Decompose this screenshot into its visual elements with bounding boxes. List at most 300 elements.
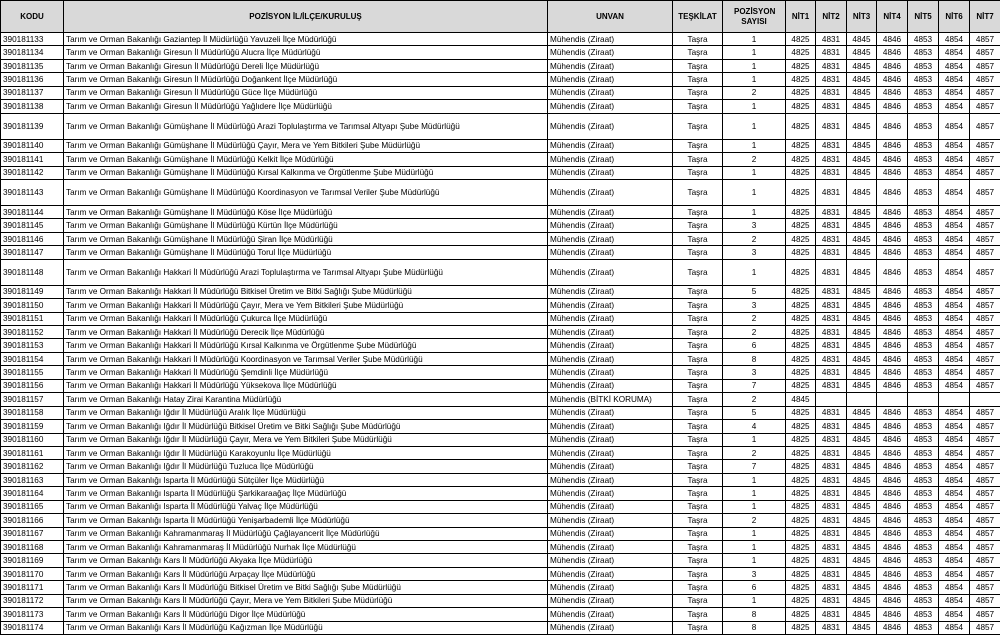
cell-teskilat: Taşra: [673, 113, 723, 139]
cell-teskilat: Taşra: [673, 232, 723, 245]
cell-nit3: 4845: [847, 420, 877, 433]
cell-nit7: 4857: [970, 153, 1000, 166]
cell-nit7: 4857: [970, 594, 1000, 607]
cell-kodu: 390181134: [1, 46, 64, 59]
table-row: [1, 46, 1000, 59]
cell-nit5: 4853: [908, 285, 939, 298]
cell-kurulus: Tarım ve Orman Bakanlığı Gümüşhane İl Müdürlüğü Çayır, Mera ve Yem Bitkileri Şube Müdürlüğü: [64, 139, 548, 152]
cell-nit6: 4854: [939, 205, 970, 218]
cell-kodu: 390181133: [1, 33, 64, 46]
cell-nit6: 4854: [939, 299, 970, 312]
cell-nit3: 4845: [847, 366, 877, 379]
table-row: [1, 433, 1000, 446]
cell-nit3: 4845: [847, 46, 877, 59]
cell-unvan: Mühendis (Ziraat): [548, 500, 673, 513]
cell-nit5: [908, 393, 939, 406]
table-row: [1, 379, 1000, 392]
table-row: [1, 113, 1000, 139]
table-row: [1, 205, 1000, 218]
cell-nit6: 4854: [939, 514, 970, 527]
cell-kodu: 390181160: [1, 433, 64, 446]
cell-nit5: 4853: [908, 339, 939, 352]
cell-unvan: Mühendis (Ziraat): [548, 567, 673, 580]
cell-kurulus: Tarım ve Orman Bakanlığı Gümüşhane İl Müdürlüğü Kelkit İlçe Müdürlüğü: [64, 153, 548, 166]
cell-nit5: 4853: [908, 379, 939, 392]
cell-kodu: 390181174: [1, 621, 64, 634]
cell-nit1: 4825: [786, 352, 816, 365]
cell-unvan: Mühendis (Ziraat): [548, 312, 673, 325]
cell-pozisyon-sayisi: 3: [723, 366, 786, 379]
cell-nit2: 4831: [816, 594, 847, 607]
cell-nit2: [816, 393, 847, 406]
cell-nit5: 4853: [908, 420, 939, 433]
cell-nit7: 4857: [970, 326, 1000, 339]
cell-nit2: 4831: [816, 473, 847, 486]
cell-nit7: 4857: [970, 73, 1000, 86]
cell-kurulus: Tarım ve Orman Bakanlığı Isparta İl Müdürlüğü Yalvaç İlçe Müdürlüğü: [64, 500, 548, 513]
cell-pozisyon-sayisi: 2: [723, 86, 786, 99]
cell-nit1: 4825: [786, 46, 816, 59]
cell-nit5: 4853: [908, 219, 939, 232]
cell-unvan: Mühendis (Ziraat): [548, 326, 673, 339]
cell-kodu: 390181140: [1, 139, 64, 152]
cell-kurulus: Tarım ve Orman Bakanlığı Hakkari İl Müdürlüğü Çukurca İlçe Müdürlüğü: [64, 312, 548, 325]
cell-kurulus: Tarım ve Orman Bakanlığı Hakkari İl Müdürlüğü Yüksekova İlçe Müdürlüğü: [64, 379, 548, 392]
cell-nit7: 4857: [970, 446, 1000, 459]
cell-nit6: 4854: [939, 166, 970, 179]
cell-pozisyon-sayisi: 2: [723, 514, 786, 527]
cell-kodu: 390181142: [1, 166, 64, 179]
cell-kurulus: Tarım ve Orman Bakanlığı Hakkari İl Müdürlüğü Derecik İlçe Müdürlüğü: [64, 326, 548, 339]
cell-nit5: 4853: [908, 473, 939, 486]
cell-nit7: 4857: [970, 246, 1000, 259]
cell-nit7: 4857: [970, 33, 1000, 46]
cell-teskilat: Taşra: [673, 285, 723, 298]
cell-nit5: 4853: [908, 100, 939, 113]
cell-nit4: 4846: [877, 113, 908, 139]
cell-nit4: 4846: [877, 500, 908, 513]
cell-unvan: Mühendis (Ziraat): [548, 473, 673, 486]
cell-teskilat: Taşra: [673, 594, 723, 607]
cell-unvan: Mühendis (Ziraat): [548, 179, 673, 205]
cell-pozisyon-sayisi: 1: [723, 473, 786, 486]
cell-nit7: 4857: [970, 554, 1000, 567]
cell-nit6: 4854: [939, 352, 970, 365]
table-row: [1, 33, 1000, 46]
table-row: [1, 312, 1000, 325]
cell-nit7: 4857: [970, 581, 1000, 594]
cell-nit7: 4857: [970, 567, 1000, 580]
cell-nit6: 4854: [939, 554, 970, 567]
cell-teskilat: Taşra: [673, 420, 723, 433]
cell-nit3: 4845: [847, 567, 877, 580]
cell-nit6: 4854: [939, 33, 970, 46]
cell-nit5: 4853: [908, 366, 939, 379]
cell-unvan: Mühendis (Ziraat): [548, 219, 673, 232]
cell-nit3: 4845: [847, 500, 877, 513]
cell-unvan: Mühendis (Ziraat): [548, 259, 673, 285]
cell-nit5: 4853: [908, 621, 939, 634]
cell-unvan: Mühendis (Ziraat): [548, 113, 673, 139]
cell-nit7: 4857: [970, 487, 1000, 500]
cell-nit2: 4831: [816, 567, 847, 580]
header-nit5: NİT5: [908, 1, 939, 33]
cell-nit1: 4825: [786, 339, 816, 352]
cell-nit4: 4846: [877, 59, 908, 72]
cell-nit7: 4857: [970, 621, 1000, 634]
cell-pozisyon-sayisi: 1: [723, 527, 786, 540]
cell-nit2: 4831: [816, 73, 847, 86]
cell-teskilat: Taşra: [673, 73, 723, 86]
cell-nit2: 4831: [816, 487, 847, 500]
cell-pozisyon-sayisi: 2: [723, 312, 786, 325]
cell-nit4: 4846: [877, 608, 908, 621]
cell-nit7: 4857: [970, 179, 1000, 205]
cell-nit5: 4853: [908, 166, 939, 179]
cell-nit2: 4831: [816, 59, 847, 72]
cell-kurulus: Tarım ve Orman Bakanlığı Hakkari İl Müdürlüğü Şemdinli İlçe Müdürlüğü: [64, 366, 548, 379]
cell-nit7: 4857: [970, 312, 1000, 325]
cell-unvan: Mühendis (Ziraat): [548, 608, 673, 621]
cell-pozisyon-sayisi: 2: [723, 326, 786, 339]
cell-nit7: 4857: [970, 514, 1000, 527]
cell-kodu: 390181162: [1, 460, 64, 473]
cell-teskilat: Taşra: [673, 166, 723, 179]
cell-nit4: 4846: [877, 326, 908, 339]
header-nit6: NİT6: [939, 1, 970, 33]
cell-teskilat: Taşra: [673, 153, 723, 166]
cell-pozisyon-sayisi: 1: [723, 594, 786, 607]
cell-unvan: Mühendis (Ziraat): [548, 232, 673, 245]
cell-nit2: 4831: [816, 581, 847, 594]
cell-nit2: 4831: [816, 46, 847, 59]
cell-nit6: 4854: [939, 285, 970, 298]
table-row: [1, 219, 1000, 232]
cell-nit7: 4857: [970, 541, 1000, 554]
cell-nit1: 4825: [786, 100, 816, 113]
cell-nit2: 4831: [816, 420, 847, 433]
cell-nit5: 4853: [908, 352, 939, 365]
table-row: [1, 166, 1000, 179]
cell-nit1: 4825: [786, 379, 816, 392]
cell-nit2: 4831: [816, 326, 847, 339]
cell-nit6: 4854: [939, 487, 970, 500]
cell-kodu: 390181172: [1, 594, 64, 607]
cell-nit1: 4825: [786, 554, 816, 567]
cell-nit3: 4845: [847, 86, 877, 99]
cell-unvan: Mühendis (Ziraat): [548, 554, 673, 567]
table-row: [1, 514, 1000, 527]
cell-nit2: 4831: [816, 339, 847, 352]
cell-nit6: 4854: [939, 219, 970, 232]
cell-nit3: 4845: [847, 379, 877, 392]
cell-unvan: Mühendis (Ziraat): [548, 285, 673, 298]
cell-nit3: 4845: [847, 446, 877, 459]
cell-teskilat: Taşra: [673, 259, 723, 285]
cell-nit6: 4854: [939, 73, 970, 86]
cell-unvan: Mühendis (Ziraat): [548, 541, 673, 554]
cell-nit2: 4831: [816, 446, 847, 459]
cell-teskilat: Taşra: [673, 527, 723, 540]
cell-nit2: 4831: [816, 100, 847, 113]
cell-pozisyon-sayisi: 1: [723, 500, 786, 513]
cell-nit4: 4846: [877, 514, 908, 527]
cell-unvan: Mühendis (Ziraat): [548, 379, 673, 392]
cell-teskilat: Taşra: [673, 554, 723, 567]
cell-kodu: 390181158: [1, 406, 64, 419]
cell-nit6: 4854: [939, 500, 970, 513]
cell-kodu: 390181166: [1, 514, 64, 527]
cell-nit7: 4857: [970, 166, 1000, 179]
cell-nit6: 4854: [939, 139, 970, 152]
cell-nit1: 4825: [786, 312, 816, 325]
cell-nit3: 4845: [847, 527, 877, 540]
cell-nit6: 4854: [939, 246, 970, 259]
cell-pozisyon-sayisi: 2: [723, 232, 786, 245]
cell-unvan: Mühendis (Ziraat): [548, 100, 673, 113]
cell-nit5: 4853: [908, 232, 939, 245]
cell-unvan: Mühendis (Ziraat): [548, 246, 673, 259]
cell-kodu: 390181161: [1, 446, 64, 459]
cell-nit1: 4825: [786, 406, 816, 419]
cell-nit1: 4825: [786, 299, 816, 312]
table-row: [1, 100, 1000, 113]
cell-nit3: 4845: [847, 219, 877, 232]
cell-kurulus: Tarım ve Orman Bakanlığı Giresun İl Müdürlüğü Alucra İlçe Müdürlüğü: [64, 46, 548, 59]
cell-nit5: 4853: [908, 33, 939, 46]
cell-nit4: 4846: [877, 621, 908, 634]
cell-kodu: 390181138: [1, 100, 64, 113]
table-row: [1, 541, 1000, 554]
table-row: [1, 352, 1000, 365]
cell-nit5: 4853: [908, 514, 939, 527]
cell-unvan: Mühendis (Ziraat): [548, 205, 673, 218]
cell-nit7: 4857: [970, 232, 1000, 245]
cell-teskilat: Taşra: [673, 326, 723, 339]
cell-nit3: 4845: [847, 179, 877, 205]
cell-nit1: 4825: [786, 33, 816, 46]
cell-kurulus: Tarım ve Orman Bakanlığı Iğdır İl Müdürlüğü Bitkisel Üretim ve Bitki Sağlığı Şube Müdürlüğü: [64, 420, 548, 433]
cell-kurulus: Tarım ve Orman Bakanlığı Isparta İl Müdürlüğü Şarkikaraağaç İlçe Müdürlüğü: [64, 487, 548, 500]
cell-kurulus: Tarım ve Orman Bakanlığı Kars İl Müdürlüğü Bitkisel Üretim ve Bitki Sağlığı Şube Müdürlüğü: [64, 581, 548, 594]
cell-kodu: 390181152: [1, 326, 64, 339]
cell-nit4: [877, 393, 908, 406]
cell-nit5: 4853: [908, 86, 939, 99]
cell-pozisyon-sayisi: 3: [723, 299, 786, 312]
header-row: [1, 1, 1000, 33]
cell-kodu: 390181164: [1, 487, 64, 500]
cell-nit2: 4831: [816, 232, 847, 245]
cell-pozisyon-sayisi: 1: [723, 113, 786, 139]
table-row: [1, 73, 1000, 86]
header-teskilat: TEŞKİLAT: [673, 1, 723, 33]
cell-kodu: 390181139: [1, 113, 64, 139]
cell-unvan: Mühendis (Ziraat): [548, 420, 673, 433]
cell-kodu: 390181168: [1, 541, 64, 554]
cell-nit5: 4853: [908, 581, 939, 594]
cell-teskilat: Taşra: [673, 460, 723, 473]
cell-kodu: 390181143: [1, 179, 64, 205]
cell-nit3: 4845: [847, 554, 877, 567]
cell-kurulus: Tarım ve Orman Bakanlığı Giresun İl Müdürlüğü Doğankent İlçe Müdürlüğü: [64, 73, 548, 86]
cell-nit3: 4845: [847, 326, 877, 339]
cell-pozisyon-sayisi: 6: [723, 581, 786, 594]
cell-kodu: 390181146: [1, 232, 64, 245]
cell-nit7: 4857: [970, 406, 1000, 419]
cell-nit3: 4845: [847, 352, 877, 365]
cell-kurulus: Tarım ve Orman Bakanlığı Kars İl Müdürlüğü Digor İlçe Müdürlüğü: [64, 608, 548, 621]
cell-unvan: Mühendis (Ziraat): [548, 487, 673, 500]
cell-pozisyon-sayisi: 2: [723, 446, 786, 459]
cell-unvan: Mühendis (Ziraat): [548, 352, 673, 365]
cell-pozisyon-sayisi: 1: [723, 554, 786, 567]
cell-kodu: 390181173: [1, 608, 64, 621]
cell-nit5: 4853: [908, 205, 939, 218]
cell-teskilat: Taşra: [673, 339, 723, 352]
cell-teskilat: Taşra: [673, 33, 723, 46]
cell-nit3: 4845: [847, 406, 877, 419]
cell-nit6: 4854: [939, 312, 970, 325]
cell-nit2: 4831: [816, 433, 847, 446]
cell-unvan: Mühendis (Ziraat): [548, 153, 673, 166]
table-row: [1, 86, 1000, 99]
cell-teskilat: Taşra: [673, 487, 723, 500]
cell-nit1: 4825: [786, 153, 816, 166]
cell-teskilat: Taşra: [673, 205, 723, 218]
table-row: [1, 406, 1000, 419]
cell-kurulus: Tarım ve Orman Bakanlığı Giresun İl Müdürlüğü Güce İlçe Müdürlüğü: [64, 86, 548, 99]
cell-nit7: 4857: [970, 100, 1000, 113]
table-row: [1, 420, 1000, 433]
table-row: [1, 473, 1000, 486]
header-nit2: NİT2: [816, 1, 847, 33]
cell-nit5: 4853: [908, 487, 939, 500]
cell-nit2: 4831: [816, 352, 847, 365]
table-row: [1, 594, 1000, 607]
cell-nit2: 4831: [816, 460, 847, 473]
header-nit7: NİT7: [970, 1, 1000, 33]
cell-kodu: 390181141: [1, 153, 64, 166]
cell-unvan: Mühendis (Ziraat): [548, 514, 673, 527]
cell-kurulus: Tarım ve Orman Bakanlığı Isparta İl Müdürlüğü Sütçüler İlçe Müdürlüğü: [64, 473, 548, 486]
cell-nit1: 4825: [786, 166, 816, 179]
cell-teskilat: Taşra: [673, 433, 723, 446]
cell-nit1: 4825: [786, 621, 816, 634]
cell-teskilat: Taşra: [673, 621, 723, 634]
cell-nit1: 4825: [786, 594, 816, 607]
cell-nit3: 4845: [847, 113, 877, 139]
cell-unvan: Mühendis (Ziraat): [548, 446, 673, 459]
cell-kurulus: Tarım ve Orman Bakanlığı Kars İl Müdürlüğü Kağızman İlçe Müdürlüğü: [64, 621, 548, 634]
cell-unvan: Mühendis (BİTKİ KORUMA): [548, 393, 673, 406]
cell-nit4: 4846: [877, 420, 908, 433]
cell-pozisyon-sayisi: 5: [723, 406, 786, 419]
header-nit4: NİT4: [877, 1, 908, 33]
cell-kurulus: Tarım ve Orman Bakanlığı Kahramanmaraş İl Müdürlüğü Çağlayancerit İlçe Müdürlüğü: [64, 527, 548, 540]
cell-teskilat: Taşra: [673, 406, 723, 419]
cell-nit1: 4825: [786, 285, 816, 298]
cell-nit3: 4845: [847, 246, 877, 259]
cell-nit5: 4853: [908, 594, 939, 607]
cell-nit1: 4825: [786, 460, 816, 473]
cell-kodu: 390181148: [1, 259, 64, 285]
cell-nit6: 4854: [939, 433, 970, 446]
cell-nit1: 4825: [786, 514, 816, 527]
cell-kodu: 390181144: [1, 205, 64, 218]
table-row: [1, 326, 1000, 339]
table-row: [1, 608, 1000, 621]
cell-nit7: 4857: [970, 473, 1000, 486]
cell-nit4: 4846: [877, 232, 908, 245]
cell-nit2: 4831: [816, 500, 847, 513]
cell-nit2: 4831: [816, 608, 847, 621]
cell-unvan: Mühendis (Ziraat): [548, 59, 673, 72]
cell-nit3: 4845: [847, 433, 877, 446]
cell-nit4: 4846: [877, 567, 908, 580]
cell-teskilat: Taşra: [673, 100, 723, 113]
cell-unvan: Mühendis (Ziraat): [548, 621, 673, 634]
cell-kodu: 390181165: [1, 500, 64, 513]
cell-nit6: 4854: [939, 339, 970, 352]
cell-nit6: 4854: [939, 179, 970, 205]
cell-pozisyon-sayisi: 1: [723, 205, 786, 218]
cell-nit4: 4846: [877, 527, 908, 540]
cell-nit1: 4825: [786, 259, 816, 285]
cell-nit4: 4846: [877, 166, 908, 179]
cell-nit6: 4854: [939, 594, 970, 607]
cell-nit7: 4857: [970, 608, 1000, 621]
table-row: [1, 500, 1000, 513]
cell-kurulus: Tarım ve Orman Bakanlığı Gümüşhane İl Müdürlüğü Kırsal Kalkınma ve Örgütlenme Şube Müdürlüğü: [64, 166, 548, 179]
cell-nit6: 4854: [939, 46, 970, 59]
cell-pozisyon-sayisi: 1: [723, 487, 786, 500]
cell-nit3: 4845: [847, 285, 877, 298]
cell-teskilat: Taşra: [673, 139, 723, 152]
cell-nit1: 4825: [786, 366, 816, 379]
cell-nit1: 4825: [786, 541, 816, 554]
cell-pozisyon-sayisi: 3: [723, 246, 786, 259]
table-row: [1, 460, 1000, 473]
cell-teskilat: Taşra: [673, 541, 723, 554]
cell-kurulus: Tarım ve Orman Bakanlığı Hakkari İl Müdürlüğü Çayır, Mera ve Yem Bitkileri Şube Müdürlüğü: [64, 299, 548, 312]
cell-nit4: 4846: [877, 460, 908, 473]
cell-kodu: 390181169: [1, 554, 64, 567]
cell-pozisyon-sayisi: 2: [723, 393, 786, 406]
cell-unvan: Mühendis (Ziraat): [548, 366, 673, 379]
cell-nit2: 4831: [816, 312, 847, 325]
cell-nit1: 4825: [786, 527, 816, 540]
cell-nit2: 4831: [816, 285, 847, 298]
cell-kurulus: Tarım ve Orman Bakanlığı Hakkari İl Müdürlüğü Arazi Toplulaştırma ve Tarımsal Altyapı Şube Müdürlüğü: [64, 259, 548, 285]
cell-nit2: 4831: [816, 406, 847, 419]
cell-kurulus: Tarım ve Orman Bakanlığı Gaziantep İl Müdürlüğü Yavuzeli İlçe Müdürlüğü: [64, 33, 548, 46]
cell-nit5: 4853: [908, 153, 939, 166]
table-row: [1, 487, 1000, 500]
cell-nit4: 4846: [877, 179, 908, 205]
cell-nit2: 4831: [816, 259, 847, 285]
cell-nit3: 4845: [847, 339, 877, 352]
cell-nit1: 4825: [786, 246, 816, 259]
cell-nit1: 4825: [786, 73, 816, 86]
cell-nit6: 4854: [939, 460, 970, 473]
cell-nit4: 4846: [877, 46, 908, 59]
cell-nit3: 4845: [847, 139, 877, 152]
cell-nit2: 4831: [816, 153, 847, 166]
cell-nit2: 4831: [816, 166, 847, 179]
cell-nit6: 4854: [939, 379, 970, 392]
cell-nit7: [970, 393, 1000, 406]
cell-teskilat: Taşra: [673, 179, 723, 205]
